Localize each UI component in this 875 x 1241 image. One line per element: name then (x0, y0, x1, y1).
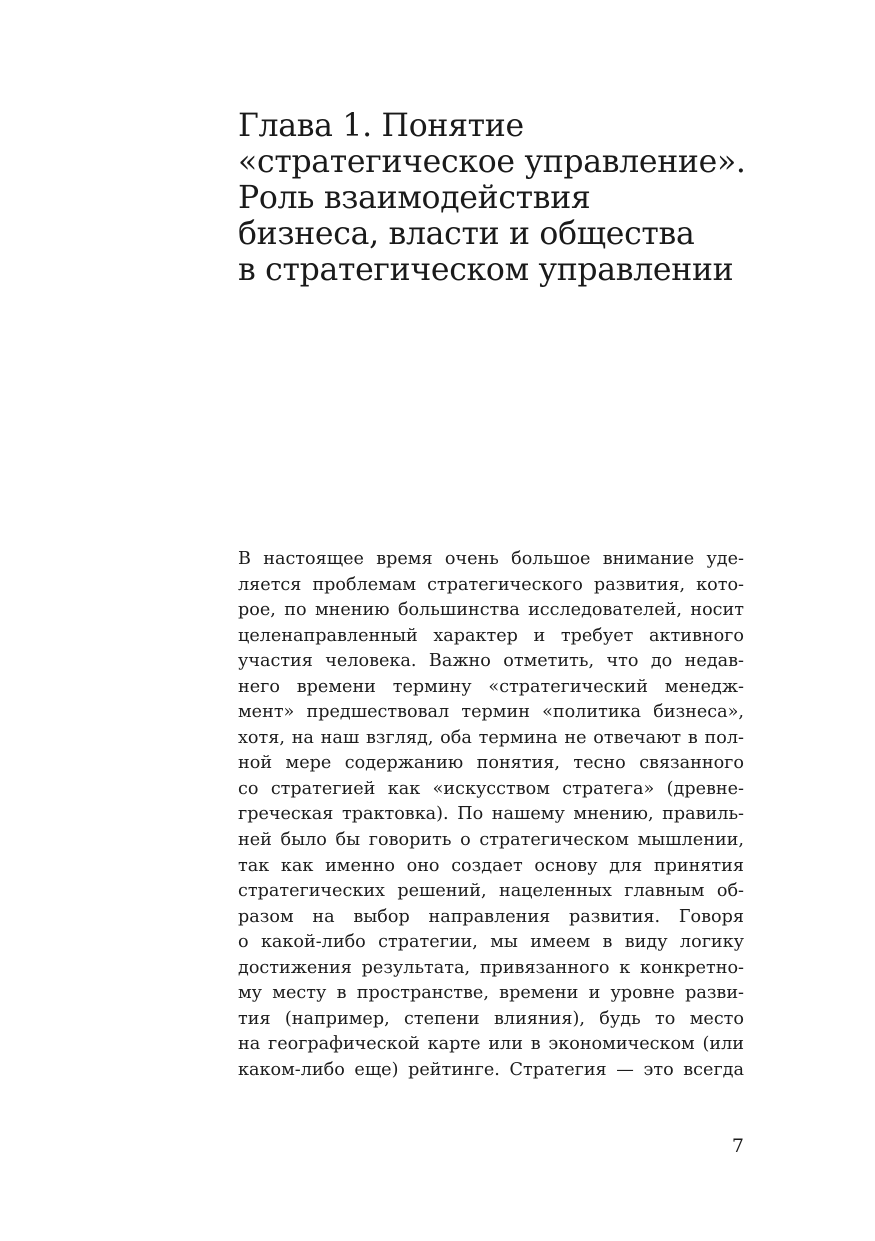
body-line: на географической карте или в экономическом (или (238, 1034, 744, 1055)
body-line: тия (например, степени влияния), будь то место (238, 1008, 744, 1029)
body-line: участия человека. Важно отметить, что до недав- (238, 651, 744, 672)
body-line: хотя, на наш взгляд, оба термина не отвечают в пол- (238, 727, 744, 748)
body-line: о какой-либо стратегии, мы имеем в виду логику (238, 932, 744, 953)
chapter-title (238, 108, 798, 288)
page-number: 7 (731, 1135, 744, 1157)
body-line: стратегических решений, нацеленных главным об- (238, 881, 744, 902)
body-paragraph (238, 547, 744, 1083)
body-line: так как именно оно создает основу для принятия (238, 855, 744, 876)
body-line: со стратегией как «искусством стратега» (древне- (238, 778, 744, 799)
body-line: ной мере содержанию понятия, тесно связанного (238, 753, 744, 774)
chapter-title-line: Роль взаимодействия (238, 180, 591, 216)
body-line: разом на выбор направления развития. Говоря (238, 906, 744, 927)
chapter-title-line: «стратегическое управление». (238, 144, 746, 180)
body-line: ней было бы говорить о стратегическом мышлении, (238, 830, 744, 851)
body-line: мент» предшествовал термин «политика бизнеса», (238, 702, 744, 723)
body-line: целенаправленный характер и требует активного (238, 625, 744, 646)
body-line: достижения результата, привязанного к конкретно- (238, 957, 744, 978)
body-line: му месту в пространстве, времени и уровне разви- (238, 983, 744, 1004)
body-line: В настоящее время очень большое внимание уде- (238, 549, 744, 569)
body-line: каком-либо еще) рейтинге. Стратегия — это всегда (238, 1059, 744, 1080)
body-line: рое, по мнению большинства исследователей, носит (238, 600, 744, 621)
body-line: ляется проблемам стратегического развития, кото- (238, 574, 744, 595)
chapter-title-line: бизнеса, власти и общества (238, 216, 695, 252)
chapter-title-line: Глава 1. Понятие (238, 108, 524, 144)
chapter-title-line: в стратегическом управлении (238, 252, 734, 288)
body-line: греческая трактовка). По нашему мнению, правиль- (238, 804, 744, 825)
body-line: него времени термину «стратегический менедж- (238, 676, 744, 697)
